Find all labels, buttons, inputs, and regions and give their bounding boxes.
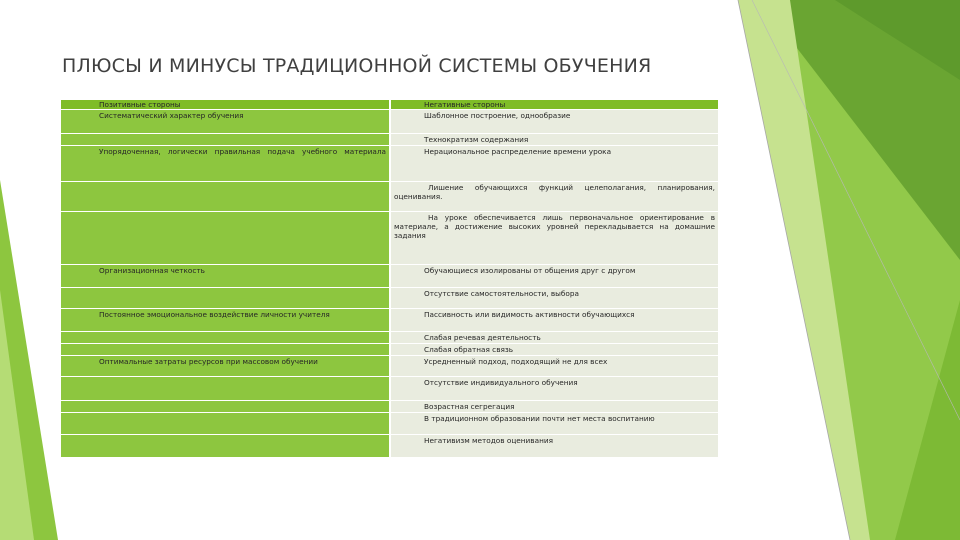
- cell-positive: Постоянное эмоциональное воздействие личности учителя: [61, 309, 390, 332]
- table-header-row: [61, 100, 718, 110]
- cell-negative: Нерациональное распределение времени урока: [390, 146, 718, 182]
- table-row: [61, 182, 718, 212]
- cell-positive: [61, 182, 390, 212]
- cell-negative: На уроке обеспечивается лишь первоначальное ориентирование в материале, а достижение высоких уровней перекладывается на домашние задания: [390, 212, 718, 265]
- cell-negative: Слабая речевая деятельность: [390, 332, 718, 344]
- cell-positive: [61, 288, 390, 309]
- slide-title: ПЛЮСЫ И МИНУСЫ ТРАДИЦИОННОЙ СИСТЕМЫ ОБУЧЕНИЯ: [62, 55, 652, 77]
- facet-line-2: [752, 0, 960, 420]
- table-row: [61, 265, 718, 288]
- header-positive: Позитивные стороны: [61, 100, 390, 110]
- left-facet-light: [0, 290, 34, 540]
- cell-positive: [61, 377, 390, 401]
- cell-positive: Оптимальные затраты ресурсов при массовом обучении: [61, 356, 390, 377]
- cell-positive: [61, 401, 390, 413]
- cell-positive: [61, 332, 390, 344]
- right-facet-bottom: [895, 300, 960, 540]
- table-row: [61, 413, 718, 435]
- cell-positive: [61, 212, 390, 265]
- table-row: [61, 332, 718, 344]
- cell-negative: Технократизм содержания: [390, 134, 718, 146]
- header-negative: Негативные стороны: [390, 100, 718, 110]
- table-row: [61, 110, 718, 134]
- table-row: [61, 309, 718, 332]
- right-facet-light-strip: [738, 0, 870, 540]
- right-facet-base: [738, 0, 960, 540]
- table-row: [61, 212, 718, 265]
- right-facet-dark: [760, 0, 960, 260]
- table-row: [61, 134, 718, 146]
- cell-positive: Упорядоченная, логически правильная подача учебного материала: [61, 146, 390, 182]
- table-row: [61, 344, 718, 356]
- pros-cons-table: [61, 99, 718, 457]
- right-facet-top: [835, 0, 960, 80]
- table-row: [61, 146, 718, 182]
- table-row: [61, 356, 718, 377]
- cell-positive: [61, 134, 390, 146]
- cell-negative: Негативизм методов оценивания: [390, 435, 718, 458]
- cell-negative: Возрастная сегрегация: [390, 401, 718, 413]
- cell-positive: [61, 435, 390, 458]
- cell-positive: Систематический характер обучения: [61, 110, 390, 134]
- table-row: [61, 401, 718, 413]
- cell-negative: Отсутствие самостоятельности, выбора: [390, 288, 718, 309]
- cell-negative: Отсутствие индивидуального обучения: [390, 377, 718, 401]
- cell-negative: Обучающиеся изолированы от общения друг с другом: [390, 265, 718, 288]
- cell-negative: В традиционном образовании почти нет места воспитанию: [390, 413, 718, 435]
- facet-line-1: [738, 0, 850, 540]
- cell-positive: Организационная четкость: [61, 265, 390, 288]
- table-row: [61, 288, 718, 309]
- cell-negative: Лишение обучающихся функций целеполагания, планирования, оценивания.: [390, 182, 718, 212]
- table-row: [61, 435, 718, 458]
- left-facet-dark: [0, 180, 58, 540]
- cell-negative: Шаблонное построение, однообразие: [390, 110, 718, 134]
- cell-negative: Усредненный подход, подходящий не для всех: [390, 356, 718, 377]
- cell-positive: [61, 413, 390, 435]
- cell-negative: Пассивность или видимость активности обучающихся: [390, 309, 718, 332]
- cell-positive: [61, 344, 390, 356]
- table-row: [61, 377, 718, 401]
- cell-negative: Слабая обратная связь: [390, 344, 718, 356]
